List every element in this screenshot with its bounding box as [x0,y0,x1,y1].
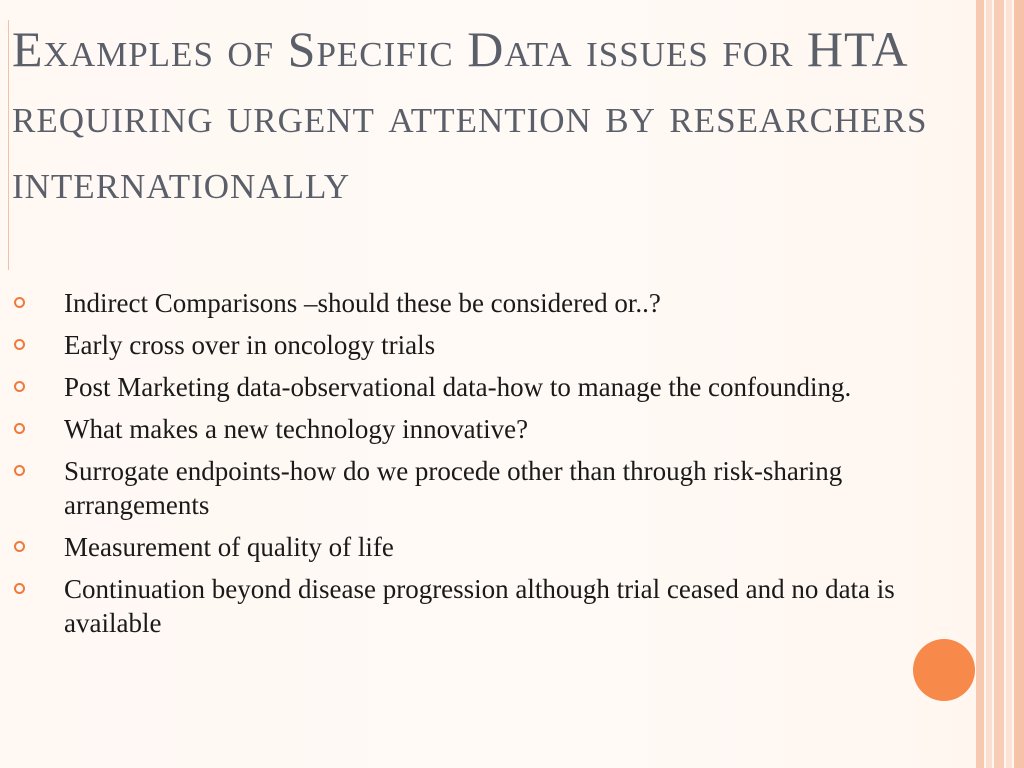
right-decorative-stripe [1006,0,1012,768]
hollow-circle-bullet-icon [14,339,25,350]
bullet-text: Indirect Comparisons –should these be considered or..? [64,288,661,318]
bullet-item [12,412,902,446]
right-decorative-stripe [1014,0,1024,768]
right-decorative-stripe [986,0,992,768]
hollow-circle-bullet-icon [14,381,25,392]
bullet-text: Continuation beyond disease progression although trial ceased and no data is available [64,574,895,638]
right-decorative-stripe [976,0,984,768]
bullet-item [12,370,902,404]
bullet-item [12,328,902,362]
bullet-item [12,454,902,522]
bullet-text: Post Marketing data-observational data-how to manage the confounding. [64,372,852,402]
bullet-text: Early cross over in oncology trials [64,330,436,360]
left-title-rule [8,20,9,270]
bullet-item [12,530,902,564]
hollow-circle-bullet-icon [14,297,25,308]
hollow-circle-bullet-icon [14,465,25,476]
bullet-list [12,286,902,648]
bullet-text: What makes a new technology innovative? [64,414,529,444]
slide-title: Examples of Specific Data issues for HTA requiring urgent attention by researchers internationally [12,21,928,209]
hollow-circle-bullet-icon [14,423,25,434]
hollow-circle-bullet-icon [14,541,25,552]
bullet-item [12,572,902,640]
bullet-item [12,286,902,320]
bullet-text: Surrogate endpoints-how do we procede other than through risk-sharing arrangements [64,456,843,520]
hollow-circle-bullet-icon [14,583,25,594]
right-decorative-stripe [994,0,1004,768]
bullet-text: Measurement of quality of life [64,532,394,562]
orange-circle-decoration [913,639,975,701]
